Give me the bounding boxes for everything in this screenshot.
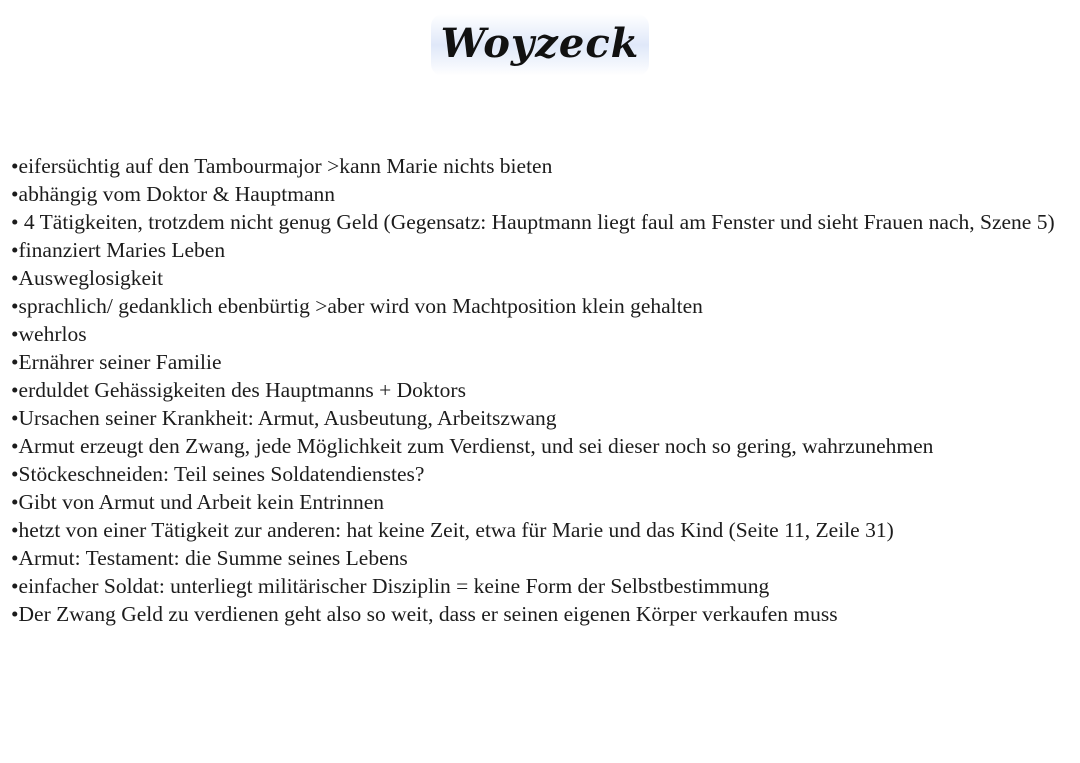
note-item: •sprachlich/ gedanklich ebenbürtig >aber wird von Machtposition klein gehalten bbox=[11, 294, 703, 318]
title-highlight bbox=[431, 14, 650, 76]
note-item: •Gibt von Armut und Arbeit kein Entrinnen bbox=[11, 490, 384, 514]
note-item: •Stöckeschneiden: Teil seines Soldatendienstes? bbox=[11, 462, 425, 486]
title-container bbox=[0, 14, 1080, 76]
note-item: •Ausweglosigkeit bbox=[11, 266, 164, 290]
note-item: •Ernährer seiner Familie bbox=[11, 350, 222, 374]
note-item: •abhängig vom Doktor & Hauptmann bbox=[11, 182, 336, 206]
note-item: •finanziert Maries Leben bbox=[11, 238, 226, 262]
note-item: •Der Zwang Geld zu verdienen geht also so weit, dass er seinen eigenen Körper verkaufen muss bbox=[11, 602, 838, 626]
note-item: •Ursachen seiner Krankheit: Armut, Ausbeutung, Arbeitszwang bbox=[11, 406, 557, 430]
page-title: Woyzeck bbox=[440, 20, 640, 67]
note-item: •hetzt von einer Tätigkeit zur anderen: hat keine Zeit, etwa für Marie und das Kind (Seite 11, Zeile 31) bbox=[11, 518, 894, 542]
note-item: •eifersüchtig auf den Tambourmajor >kann Marie nichts bieten bbox=[11, 154, 553, 178]
note-item: • 4 Tätigkeiten, trotzdem nicht genug Geld (Gegensatz: Hauptmann liegt faul am Fenster und sieht Frauen nach, Szene 5) bbox=[11, 210, 1055, 234]
note-item: •Armut erzeugt den Zwang, jede Möglichkeit zum Verdienst, und sei dieser noch so gering, wahrzunehmen bbox=[11, 434, 934, 458]
note-item: •wehrlos bbox=[11, 322, 87, 346]
note-item: •erduldet Gehässigkeiten des Hauptmanns + Doktors bbox=[11, 378, 466, 402]
note-item: •Armut: Testament: die Summe seines Lebens bbox=[11, 546, 408, 570]
note-item: •einfacher Soldat: unterliegt militärischer Disziplin = keine Form der Selbstbestimmung bbox=[11, 574, 770, 598]
notes-list bbox=[11, 152, 1069, 628]
